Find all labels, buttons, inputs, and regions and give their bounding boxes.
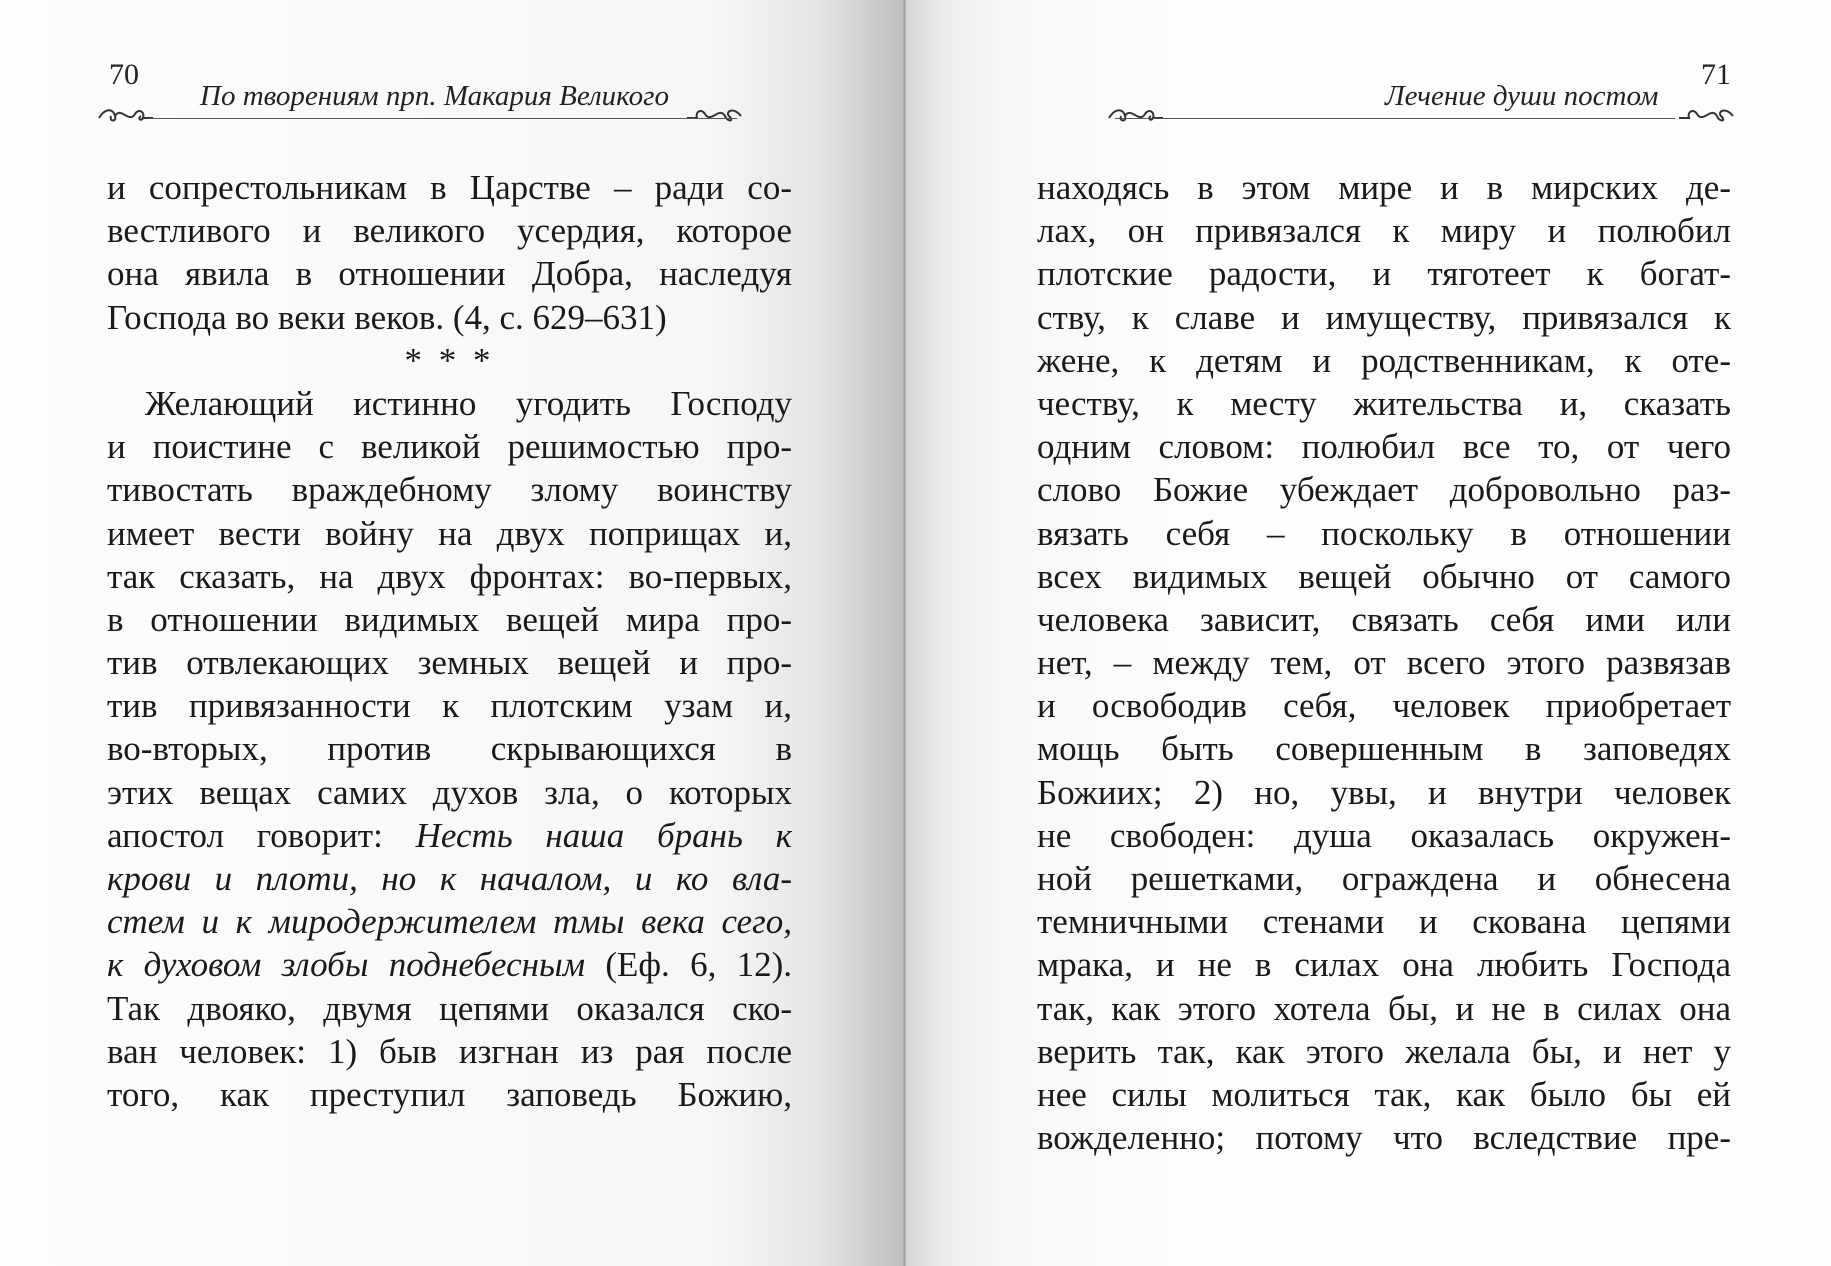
left-page [0,0,905,1266]
scripture-quote: крови и плоти, но к началом, и ко вла- [107,859,792,898]
text-line: жене, к детям и родственникам, к оте- [1037,340,1731,380]
right-running-title: Лечение души постом [1385,80,1659,112]
text-line: мрака, и не в силах она любить Господа [1037,945,1731,985]
text-line: во-вторых, против скрывающихся в [107,729,792,769]
header-rule [1115,118,1675,119]
text-line: ной решетками, ограждена и обнесена [1037,859,1731,898]
text-line: не свободен: душа оказалась окружен- [1037,815,1731,855]
text-line: ству, к славе и имуществу, привязался к [1037,297,1731,337]
text-line: тив привязанности к плотским узам и, [107,686,792,726]
scripture-quote: к духовом злобы поднебесным [107,945,586,985]
text-line: и освободив себя, человек приобретает [1037,686,1731,726]
text-line: вязать себя – поскольку в отношении [1037,513,1731,553]
text-line: Так двояко, двумя цепями оказался ско- [107,988,792,1028]
text-line: того, как преступил заповедь Божию, [107,1074,792,1114]
left-running-title: По творениям прп. Макария Великого [200,80,669,112]
text-line: человека зависит, связать себя ими или [1037,599,1731,639]
scripture-quote: стем и к миродержителем тмы века сего, [107,902,792,942]
text-line: ван человек: 1) быв изгнан из рая после [107,1031,792,1071]
text-line: тив отвлекающих земных вещей и про- [107,643,792,683]
text-run: апостол говорит: [107,815,416,855]
text-line: нет, – между тем, от всего этого развязав [1037,643,1731,683]
text-line: верить так, как этого желала бы, и нет у [1037,1031,1731,1071]
right-page-header [1035,58,1735,118]
text-line: плотские радости, и тяготеет к богат- [1037,254,1731,294]
text-line: слово Божие убеждает добровольно раз- [1037,470,1731,510]
text-line: и поистине с великой решимостью про- [107,427,792,467]
text-line: этих вещах самих духов зла, о которых [107,772,792,812]
text-line: имеет вести войну на двух поприщах и, [107,513,792,553]
book-gutter [903,0,906,1266]
text-line: честву, к месту жительства и, сказать [1037,383,1731,423]
text-line: Божиих; 2) но, увы, и внутри человек [1037,772,1731,812]
left-body-text [107,166,792,1116]
scroll-flourish-icon [95,98,155,126]
text-line: мощь быть совершенным в заповедях [1037,729,1731,769]
right-body-text [1037,166,1731,1159]
text-line: темничными стенами и скована цепями [1037,902,1731,942]
text-line: лах, он привязался к миру и полюбил [1037,211,1731,251]
text-line: вожделенно; потому что вследствие пре- [1037,1118,1731,1158]
text-line: Господа во веки веков. (4, с. 629–631) [107,297,667,337]
right-page [905,0,1831,1266]
text-line: она явила в отношении Добра, наследуя [107,254,792,294]
text-line: одним словом: полюбил все то, от чего [1037,427,1731,467]
header-rule [147,118,737,119]
text-line: и сопрестольникам в Царстве – ради со- [107,168,792,207]
text-line [107,814,792,857]
scroll-flourish-icon [685,98,745,126]
left-page-header [105,58,815,118]
text-line: находясь в этом мире и в мирских де- [1037,168,1731,207]
scripture-reference: (Еф. 6, 12). [585,945,792,985]
scroll-flourish-icon [1677,98,1737,126]
left-page-number: 70 [109,58,139,91]
text-line [107,943,792,986]
text-line: так сказать, на двух фронтах: во-первых, [107,556,792,596]
text-line [107,900,792,943]
text-line: всех видимых вещей обычно от самого [1037,556,1731,596]
text-line: Желающий истинно угодить Господу [145,383,792,423]
text-line: нее силы молиться так, как было бы ей [1037,1074,1731,1114]
text-line: вестливого и великого усердия, которое [107,211,792,251]
section-separator: * * * [404,340,495,380]
scroll-flourish-icon [1105,98,1165,126]
text-line: тивостать враждебному злому воинству [107,470,792,510]
text-line: в отношении видимых вещей мира про- [107,599,792,639]
text-line: так, как этого хотела бы, и не в силах она [1037,988,1731,1028]
right-page-number: 71 [1701,58,1731,91]
scripture-quote: Несть наша брань к [415,815,792,855]
text-line [107,857,792,900]
